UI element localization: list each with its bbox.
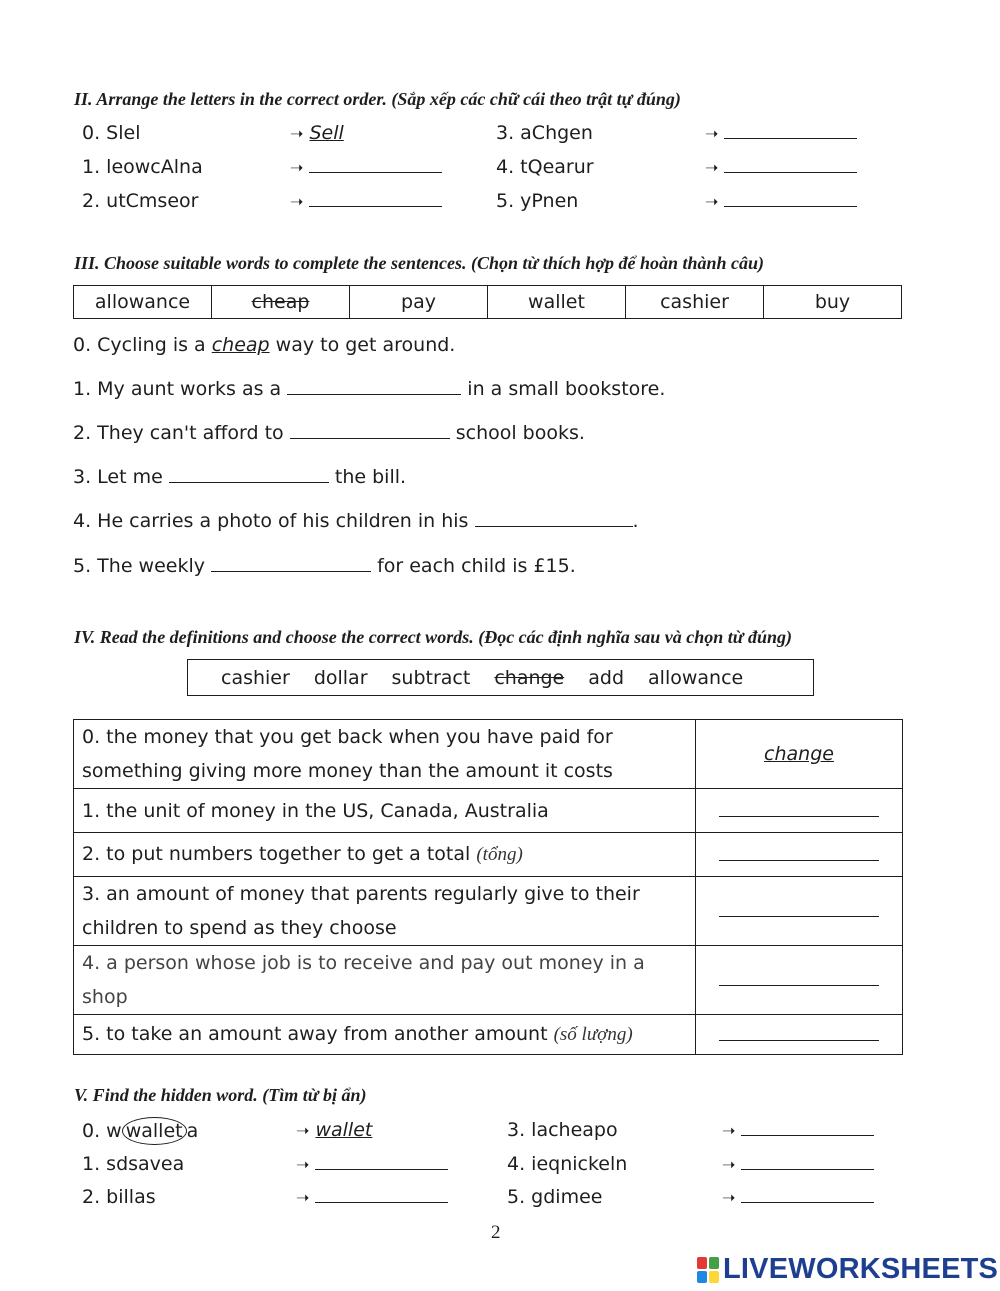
definition-text: 0. the money that you get back when you have paid for (82, 726, 613, 748)
definition-text: something giving more money than the amount it costs (82, 760, 613, 782)
answer-blank[interactable] (309, 190, 442, 207)
sentence-text: 3. Let me (73, 466, 169, 488)
answer-cell (696, 1015, 903, 1055)
sentence-text: 5. The weekly (73, 555, 212, 577)
answer-blank[interactable] (211, 555, 371, 572)
answer-cell (696, 789, 903, 833)
section-5-title: V. Find the hidden word. (74, 1085, 258, 1105)
arrow-icon: ➝ (722, 1121, 736, 1140)
arrow-icon: ➝ (705, 124, 719, 143)
section-2-q2: 2. utCmseor (82, 190, 199, 212)
sentence-text: 4. He carries a photo of his children in his (73, 510, 475, 532)
definition-cell (74, 1015, 696, 1055)
section-5-answer-0: wallet (315, 1119, 373, 1141)
definition-text: 3. an amount of money that parents regularly give to their (82, 883, 640, 905)
word-bank-item: subtract (391, 666, 471, 689)
definition-translation: (tổng) (476, 844, 523, 865)
sentence-text: way to get around. (269, 334, 456, 356)
sentence-text: in a small bookstore. (461, 378, 666, 400)
arrow-icon: ➝ (705, 192, 719, 211)
word-bank-item-used: cheap (212, 286, 350, 318)
section-3-sentence-5 (73, 555, 576, 577)
section-4-title: IV. Read the definitions and choose the correct words. (74, 627, 474, 647)
word-bank-item: buy (814, 291, 851, 313)
answer-blank[interactable] (290, 422, 450, 439)
answer-cell (696, 833, 903, 877)
logo-tile (709, 1257, 719, 1269)
section-2-heading (74, 89, 681, 110)
word-bank-item: allowance (74, 286, 212, 318)
section-3-heading (74, 253, 764, 274)
arrow-icon: ➝ (290, 158, 304, 177)
section-3-sentence-4 (73, 510, 639, 532)
answer-blank[interactable] (741, 1119, 874, 1136)
logo-tile (697, 1257, 707, 1269)
liveworksheets-icon (697, 1257, 719, 1283)
arrow-icon: ➝ (290, 192, 304, 211)
table-row (74, 946, 903, 1015)
definition-cell (74, 833, 696, 877)
puzzle-text: 0. w (82, 1120, 122, 1142)
section-2-a0 (290, 122, 344, 144)
answer-blank[interactable] (315, 1186, 448, 1203)
definition-text: shop (82, 986, 128, 1008)
section-5-q3: 3. lacheapo (507, 1119, 618, 1141)
section-2-a3 (705, 122, 857, 144)
table-row (74, 1015, 903, 1055)
word-bank-3 (73, 285, 902, 319)
section-5-a2 (296, 1186, 448, 1208)
answer-blank[interactable] (719, 1024, 879, 1041)
answer-blank[interactable] (719, 800, 879, 817)
section-4-heading (74, 627, 792, 648)
answer-blank[interactable] (724, 156, 857, 173)
section-2-q5: 5. yPnen (496, 190, 579, 212)
answer-cell (696, 877, 903, 946)
answer-blank[interactable] (719, 844, 879, 861)
section-5-a4 (722, 1153, 874, 1175)
definition-text: 4. a person whose job is to receive and pay out money in a (82, 952, 645, 974)
section-5-example (82, 1117, 198, 1145)
answer-cell (696, 720, 903, 789)
definition-text: 2. to put numbers together to get a total (82, 843, 477, 865)
sentence-text: 1. My aunt works as a (73, 378, 288, 400)
section-2-title: II. Arrange the letters in the correct order. (74, 89, 387, 109)
answer-blank[interactable] (719, 900, 879, 917)
sentence-answer: cheap (211, 334, 270, 356)
brand-text: LIVEWORKSHEETS (723, 1253, 999, 1285)
word-bank-item: add (588, 666, 625, 689)
section-2-q3: 3. aChgen (496, 122, 593, 144)
logo-tile (709, 1271, 719, 1283)
section-5-title-vi: (Tìm từ bị ẩn) (262, 1085, 367, 1105)
answer-blank[interactable] (741, 1153, 874, 1170)
puzzle-text: a (186, 1120, 199, 1142)
word-bank-item-used: change (494, 666, 565, 689)
section-2-q0: 0. Slel (82, 122, 141, 144)
section-4-title-vi: (Đọc các định nghĩa sau và chọn từ đúng) (478, 627, 793, 647)
answer-blank[interactable] (309, 156, 442, 173)
section-5-q4: 4. ieqnickeln (507, 1153, 628, 1175)
answer-blank[interactable] (724, 122, 857, 139)
answer-blank[interactable] (724, 190, 857, 207)
definition-cell (74, 720, 696, 789)
section-5-a0 (296, 1119, 372, 1141)
answer-blank[interactable] (475, 510, 633, 527)
table-row (74, 877, 903, 946)
answer-blank[interactable] (287, 378, 461, 395)
word-bank-item: cashier (626, 286, 764, 318)
word-bank-4 (187, 659, 814, 696)
section-5-q2: 2. billas (82, 1186, 156, 1208)
definition-text: children to spend as they choose (82, 917, 397, 939)
section-3-title: III. Choose suitable words to complete the sentences. (74, 253, 467, 273)
section-2-q1: 1. leowcAlna (82, 156, 203, 178)
arrow-icon: ➝ (296, 1155, 310, 1174)
logo-tile (697, 1271, 707, 1283)
section-3-sentence-1 (73, 378, 665, 400)
section-5-q1: 1. sdsavea (82, 1153, 185, 1175)
answer-blank[interactable] (169, 466, 329, 483)
answer-blank[interactable] (719, 969, 879, 986)
section-2-a1 (290, 156, 442, 178)
answer-blank[interactable] (315, 1153, 448, 1170)
definition-text: 5. to take an amount away from another amount (82, 1023, 554, 1045)
definition-text: 1. the unit of money in the US, Canada, Australia (82, 799, 549, 822)
section-5-a5 (722, 1186, 874, 1208)
arrow-icon: ➝ (296, 1121, 310, 1140)
table-row (74, 833, 903, 877)
circled-word: wallet (122, 1117, 187, 1145)
sentence-text: school books. (449, 422, 585, 444)
table-row (74, 789, 903, 833)
answer-cell (696, 946, 903, 1015)
section-3-example (73, 334, 455, 356)
definition-cell (74, 789, 696, 833)
sentence-text: . (632, 510, 639, 532)
definition-cell (74, 946, 696, 1015)
arrow-icon: ➝ (722, 1155, 736, 1174)
section-3-sentence-3 (73, 466, 406, 488)
section-5-a3 (722, 1119, 874, 1141)
answer-blank[interactable] (741, 1186, 874, 1203)
section-5-heading (74, 1085, 367, 1106)
section-2-a2 (290, 190, 442, 212)
section-2-a5 (705, 190, 857, 212)
word-bank-item: allowance (648, 666, 744, 689)
arrow-icon: ➝ (290, 124, 304, 143)
word-bank-item: pay (350, 286, 488, 318)
arrow-icon: ➝ (722, 1188, 736, 1207)
section-5-a1 (296, 1153, 448, 1175)
word-bank-item: cashier (221, 666, 290, 689)
word-bank-item: wallet (488, 286, 626, 318)
definition-cell (74, 877, 696, 946)
sentence-text: 0. Cycling is a (73, 334, 212, 356)
section-5-q5: 5. gdimee (507, 1186, 603, 1208)
section-3-sentence-2 (73, 422, 585, 444)
definition-answer: change (764, 743, 834, 765)
sentence-text: the bill. (328, 466, 407, 488)
definition-translation: (số lượng) (553, 1024, 633, 1045)
arrow-icon: ➝ (296, 1188, 310, 1207)
word-bank-item: dollar (313, 666, 368, 689)
arrow-icon: ➝ (705, 158, 719, 177)
definitions-table (73, 719, 903, 1055)
section-3-title-vi: (Chọn từ thích hợp để hoàn thành câu) (471, 253, 765, 273)
page-number: 2 (491, 1222, 501, 1243)
table-row (74, 720, 903, 789)
section-2-title-vi: (Sắp xếp các chữ cái theo trật tự đúng) (391, 89, 681, 109)
sentence-text: for each child is £15. (371, 555, 576, 577)
section-2-a4 (705, 156, 857, 178)
section-2-answer-0: Sell (309, 122, 344, 144)
sentence-text: 2. They can't afford to (73, 422, 290, 444)
section-2-q4: 4. tQearur (496, 156, 594, 178)
liveworksheets-logo[interactable] (697, 1253, 998, 1286)
